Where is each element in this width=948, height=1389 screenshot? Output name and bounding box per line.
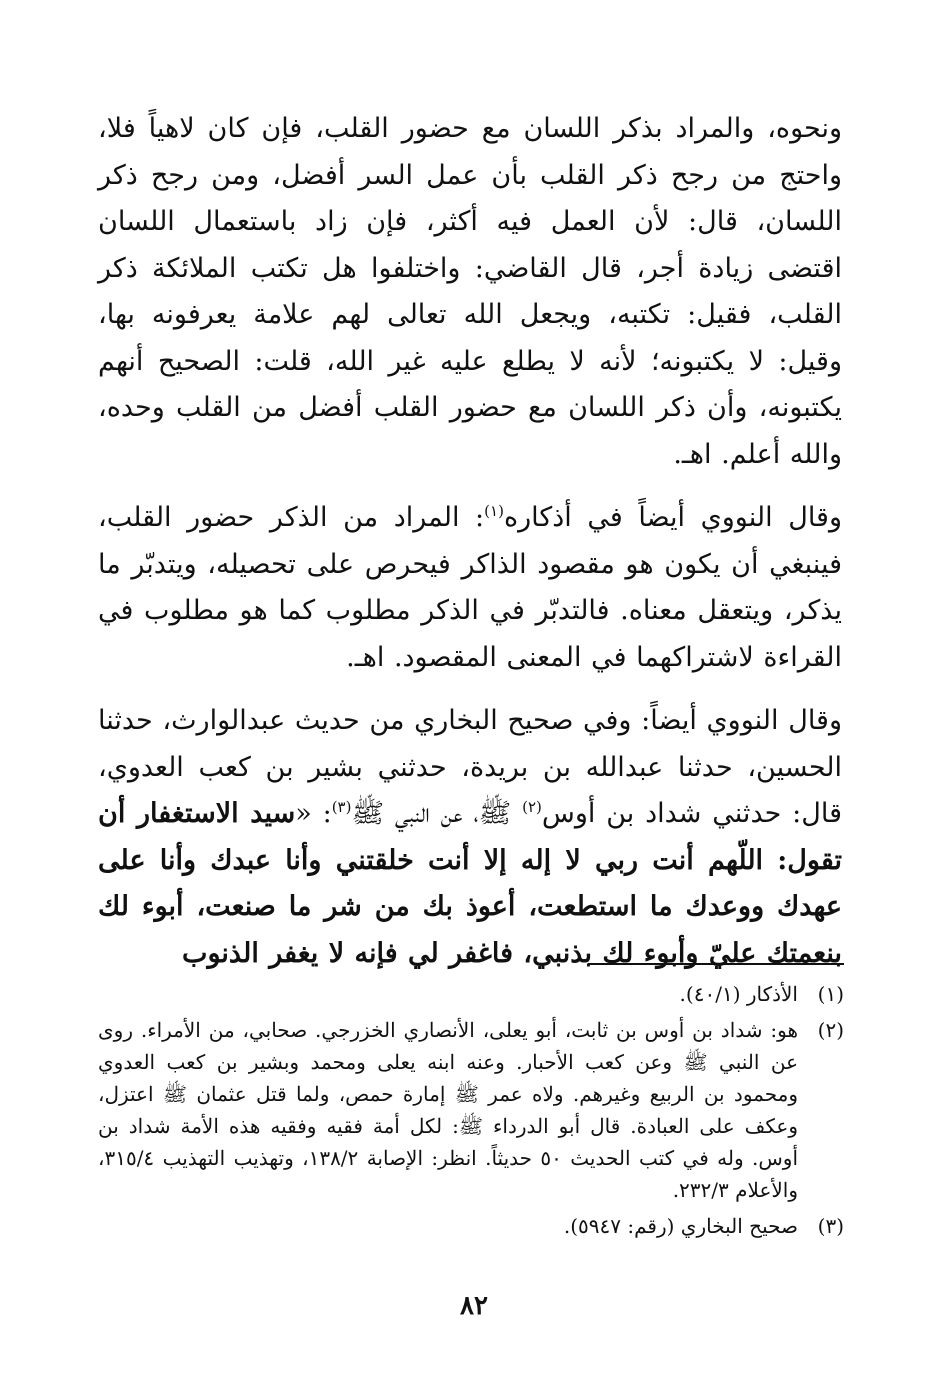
footnote-text: صحيح البخاري (رقم: ٥٩٤٧). bbox=[563, 1214, 798, 1238]
paragraph-2-text-start: وقال النووي أيضاً في أذكاره bbox=[503, 502, 842, 533]
footnote-ref-3[interactable]: (٣) bbox=[331, 798, 352, 816]
paragraph-2 bbox=[98, 495, 842, 681]
footnote-1 bbox=[98, 978, 844, 1010]
paragraph-2-text-end: : المراد من الذكر حضور القلب، فينبغي أن يكون هو مقصود الذاكر فيحرص على تحصيله، ويتدبّر ما يذكر، ويتعقل معناه. فالتدبّر في الذكر مطلوب كما هو مطلوب في القراءة لاشتراكهما في المعنى المقصود. اهـ. bbox=[98, 502, 842, 673]
page-number: ٨٢ bbox=[460, 1291, 488, 1321]
paragraph-1 bbox=[98, 106, 842, 478]
paragraph-3-text-start: وقال النووي أيضاً: وفي صحيح البخاري من حديث عبدالوارث، حدثنا الحسين، حدثنا عبدالله بن بريدة، حدثني بشير بن كعب العدوي، قال: حدثني شداد بن أوس bbox=[98, 705, 842, 829]
quote-open: : « bbox=[295, 798, 332, 829]
main-text bbox=[98, 106, 842, 977]
footnote-text: هو: شداد بن أوس بن ثابت، أبو يعلى، الأنصاري الخزرجي. صحابي، من الأمراء. روى عن النبي ﷺ وعن كعب الأحبار. وعنه ابنه يعلى ومحمد وبشير بن كعب العدوي ومحمود بن الربيع وغيرهم. ولاه عمر ﷺ إمارة حمص، ولما قتل عثمان ﷺ اعتزل، وعكف على العبادة. قال أبو الدرداء ﷺ: لكل أمة فقيه وفقيه هذه الأمة شداد بن أوس. وله في كتب الحديث ٥٠ حديثاً. انظر: الإصابة ١٣٨/٢، وتهذيب التهذيب ٣١٥/٤، والأعلام ٢٣٢/٣. bbox=[98, 1018, 799, 1202]
footnote-2 bbox=[98, 1014, 844, 1206]
footnotes bbox=[98, 978, 844, 1246]
footnote-text: الأذكار (٤٠/١). bbox=[679, 982, 798, 1006]
paragraph-3-text-mid: ﷺ، عن النبي ﷺ bbox=[351, 798, 523, 829]
footnote-ref-1[interactable]: (١) bbox=[484, 502, 504, 520]
footnote-ref-2[interactable]: (٢) bbox=[522, 798, 542, 816]
footnote-3 bbox=[98, 1210, 844, 1242]
footnote-number: (١) bbox=[817, 982, 844, 1006]
footnote-separator bbox=[588, 963, 844, 965]
footnote-number: (٣) bbox=[817, 1214, 844, 1238]
footnote-number: (٢) bbox=[817, 1018, 844, 1042]
paragraph-1-text: ونحوه، والمراد بذكر اللسان مع حضور القلب، فإن كان لاهياً فلا، واحتج من رجح ذكر القلب بأن عمل السر أفضل، ومن رجح ذكر اللسان، قال: لأن العمل فيه أكثر، فإن زاد باستعمال اللسان اقتضى زيادة أجر، قال القاضي: واختلفوا هل تكتب الملائكة ذكر القلب، فقيل: تكتبه، ويجعل الله تعالى لهم علامة يعرفونه بها، وقيل: لا يكتبونه؛ لأنه لا يطلع عليه غير الله، قلت: الصحيح أنهم يكتبونه، وأن ذكر اللسان مع حضور القلب أفضل من القلب وحده، والله أعلم. اهـ. bbox=[98, 113, 842, 470]
hadith-quote: سيد الاستغفار أن تقول: اللّهم أنت ربي لا إله إلا أنت خلقتني وأنا عبدك وأنا على عهدك ووعدك ما استطعت، أعوذ بك من شر ما صنعت، أبوء لك بنعمتك عليّ وأبوء لك بذنبي، فاغفر لي فإنه لا يغفر الذنوب bbox=[98, 798, 842, 969]
paragraph-3 bbox=[98, 698, 842, 977]
